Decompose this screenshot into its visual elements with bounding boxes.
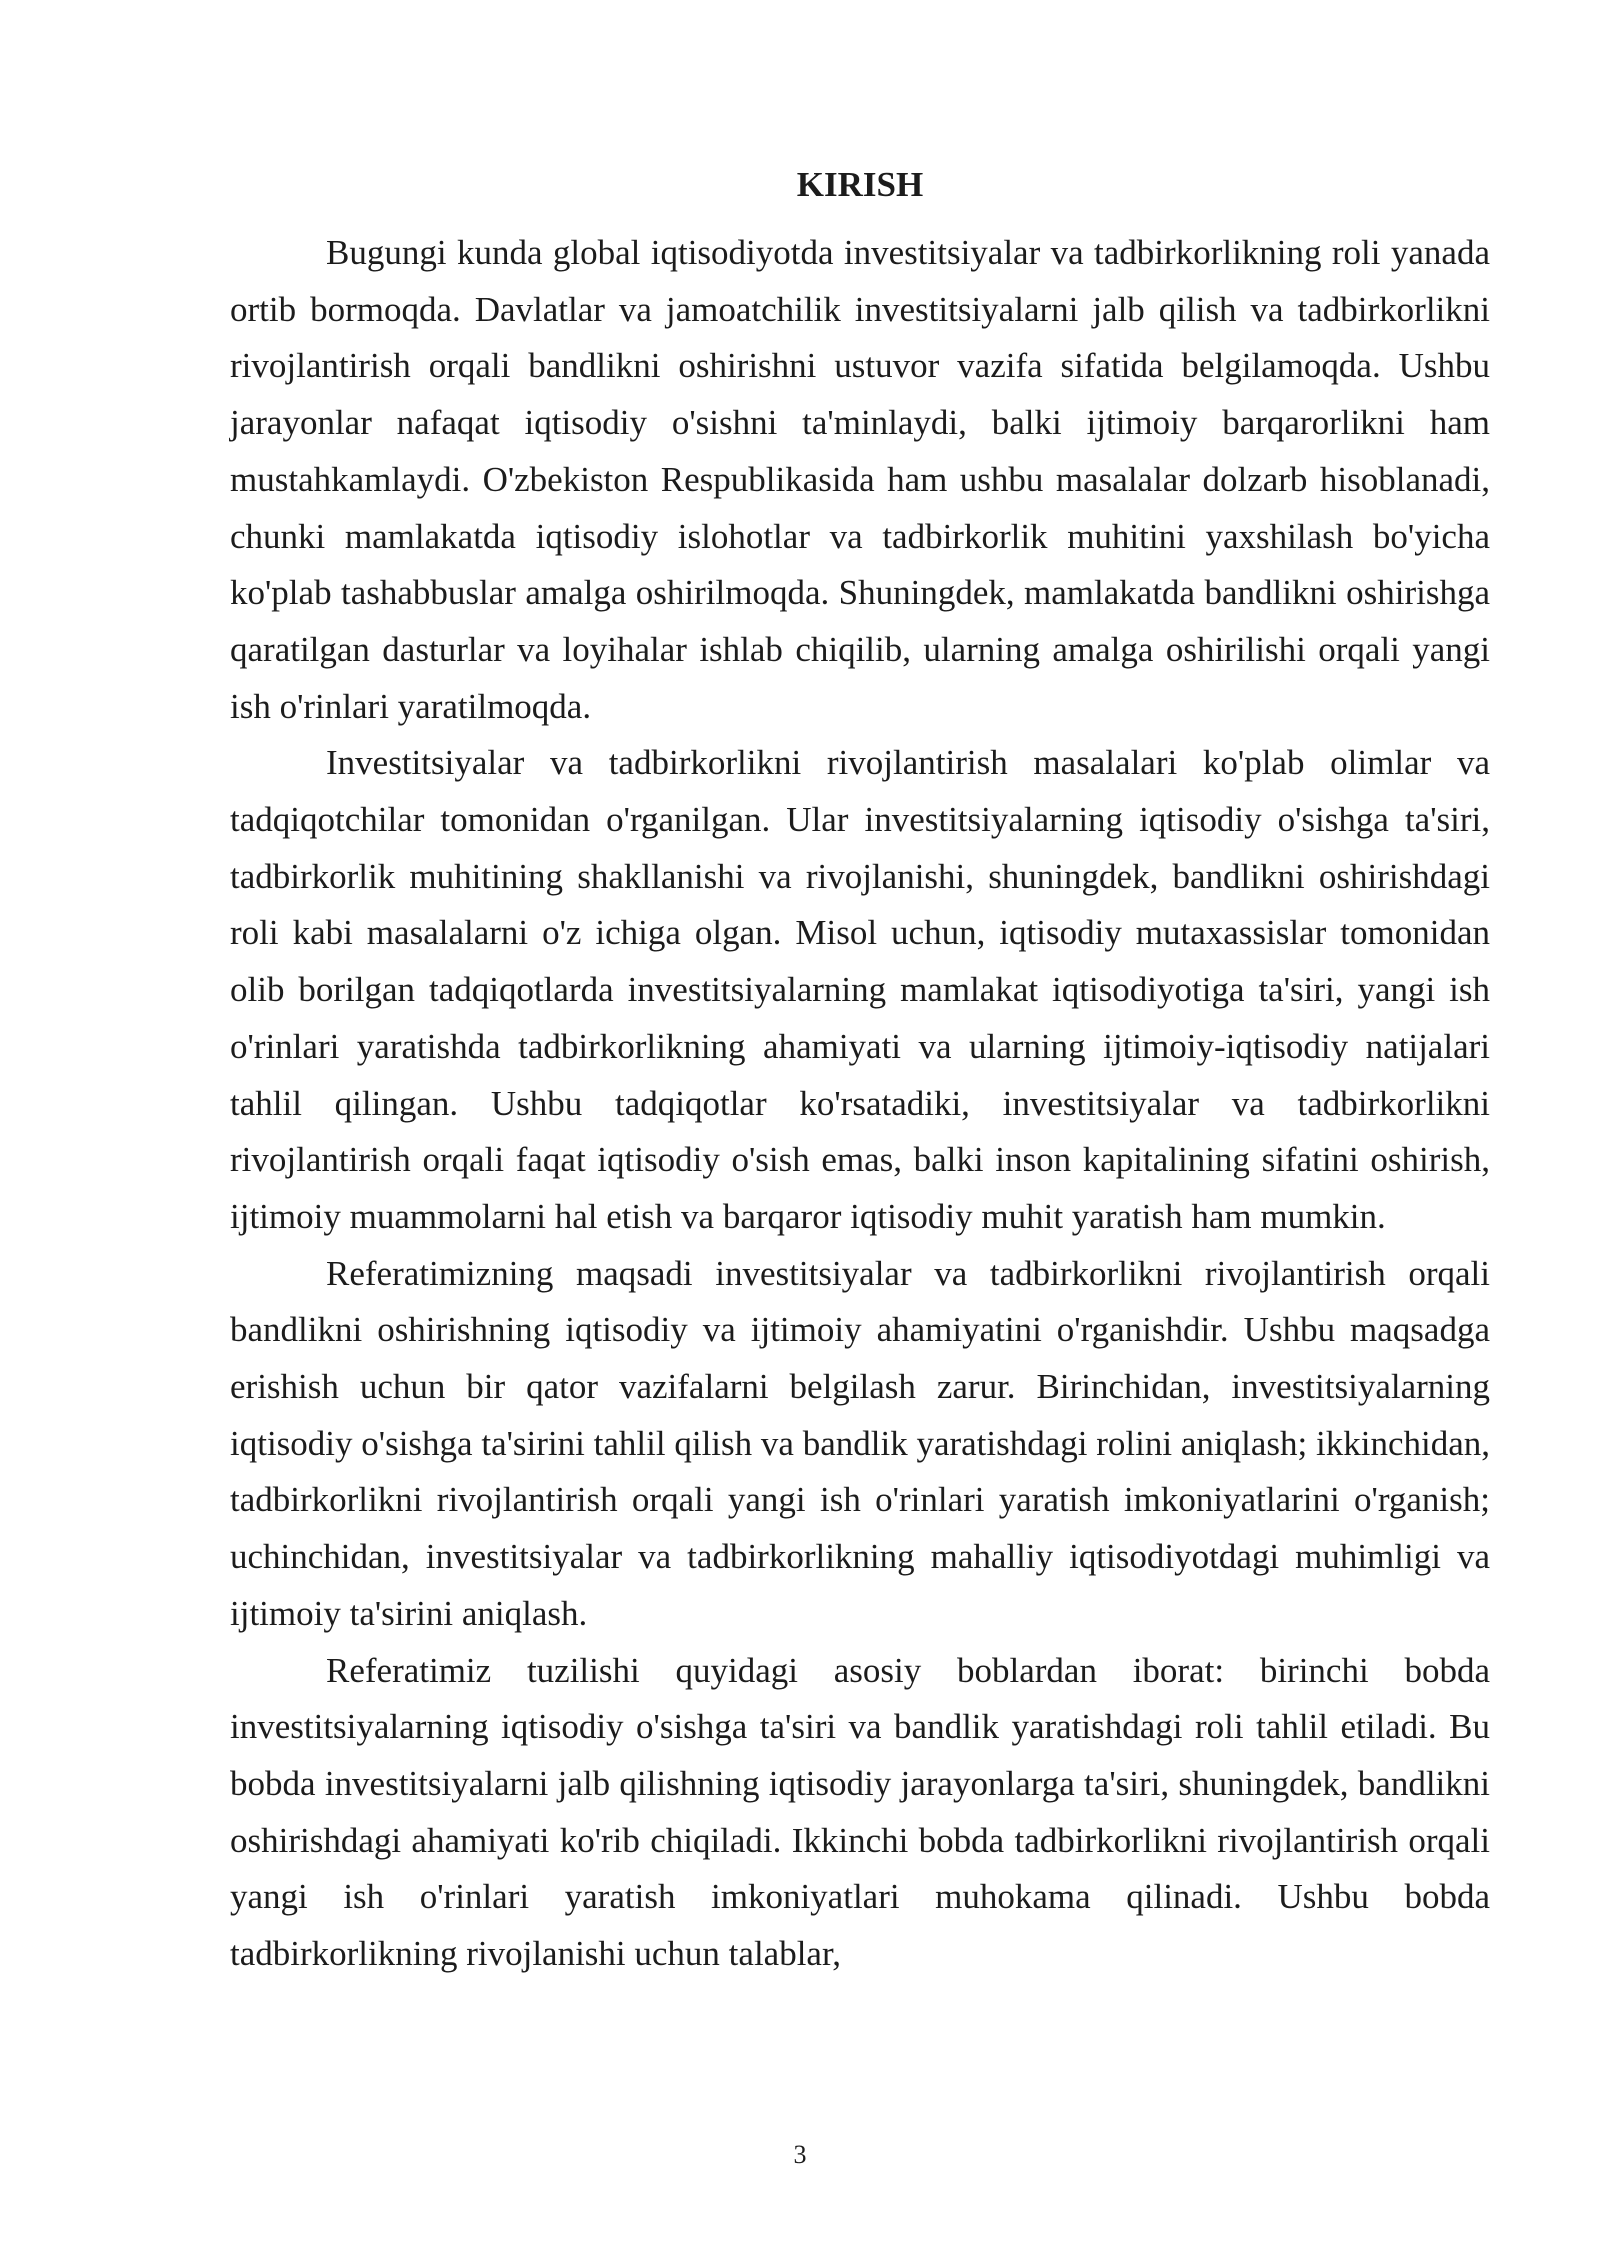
paragraph-1: Bugungi kunda global iqtisodiyotda investitsiyalar va tadbirkorlikning roli yanada ortib bormoqda. Davlatlar va jamoatchilik investitsiyalarni jalb qilish va tadbirkorlikni rivojlantirish orqali bandlikni oshirishni ustuvor vazifa sifatida belgilamoqda. Ushbu jarayonlar nafaqat iqtisodiy o'sishni ta'minlaydi, balki ijtimoiy barqarorlikni ham mustahkamlaydi. O'zbekiston Respublikasida ham ushbu masalalar dolzarb hisoblanadi, chunki mamlakatda iqtisodiy islohotlar va tadbirkorlik muhitini yaxshilash bo'yicha ko'plab tashabbuslar amalga oshirilmoqda. Shuningdek, mamlakatda bandlikni oshirishga qaratilgan dasturlar va loyihalar ishlab chiqilib, ularning amalga oshirilishi orqali yangi ish o'rinlari yaratilmoqda. — [230, 233, 1490, 726]
page-number: 3 — [793, 2140, 807, 2169]
section-title: KIRISH — [796, 165, 924, 204]
paragraph-2: Investitsiyalar va tadbirkorlikni rivojlantirish masalalari ko'plab olimlar va tadqiqotchilar tomonidan o'rganilgan. Ular investitsiyalarning iqtisodiy o'sishga ta'siri, tadbirkorlik muhitining shakllanishi va rivojlanishi, shuningdek, bandlikni oshirishdagi roli kabi masalalarni o'z ichiga olgan. Misol uchun, iqtisodiy mutaxassislar tomonidan olib borilgan tadqiqotlarda investitsiyalarning mamlakat iqtisodiyotiga ta'siri, yangi ish o'rinlari yaratishda tadbirkorlikning ahamiyati va ularning ijtimoiy-iqtisodiy natijalari tahlil qilingan. Ushbu tadqiqotlar ko'rsatadiki, investitsiyalar va tadbirkorlikni rivojlantirish orqali faqat iqtisodiy o'sish emas, balki inson kapitalining sifatini oshirish, ijtimoiy muammolarni hal etish va barqaror iqtisodiy muhit yaratish ham mumkin. — [230, 743, 1490, 1236]
paragraph-4: Referatimiz tuzilishi quyidagi asosiy boblardan iborat: birinchi bobda investitsiyalarning iqtisodiy o'sishga ta'siri va bandlik yaratishdagi roli tahlil etiladi. Bu bobda investitsiyalarni jalb qilishning iqtisodiy jarayonlarga ta'siri, shuningdek, bandlikni oshirishdagi ahamiyati ko'rib chiqiladi. Ikkinchi bobda tadbirkorlikni rivojlantirish orqali yangi ish o'rinlari yaratish imkoniyatlari muhokama qilinadi. Ushbu bobda tadbirkorlikning rivojlanishi uchun talablar, — [230, 1650, 1490, 1974]
paragraph-3: Referatimizning maqsadi investitsiyalar va tadbirkorlikni rivojlantirish orqali bandlikni oshirishning iqtisodiy va ijtimoiy ahamiyatini o'rganishdir. Ushbu maqsadga erishish uchun bir qator vazifalarni belgilash zarur. Birinchidan, investitsiyalarning iqtisodiy o'sishga ta'sirini tahlil qilish va bandlik yaratishdagi rolini aniqlash; ikkinchidan, tadbirkorlikni rivojlantirish orqali yangi ish o'rinlari yaratish imkoniyatlarini o'rganish; uchinchidan, investitsiyalar va tadbirkorlikning mahalliy iqtisodiyotdagi muhimligi va ijtimoiy ta'sirini aniqlash. — [230, 1253, 1490, 1633]
page-content — [230, 165, 1490, 1983]
